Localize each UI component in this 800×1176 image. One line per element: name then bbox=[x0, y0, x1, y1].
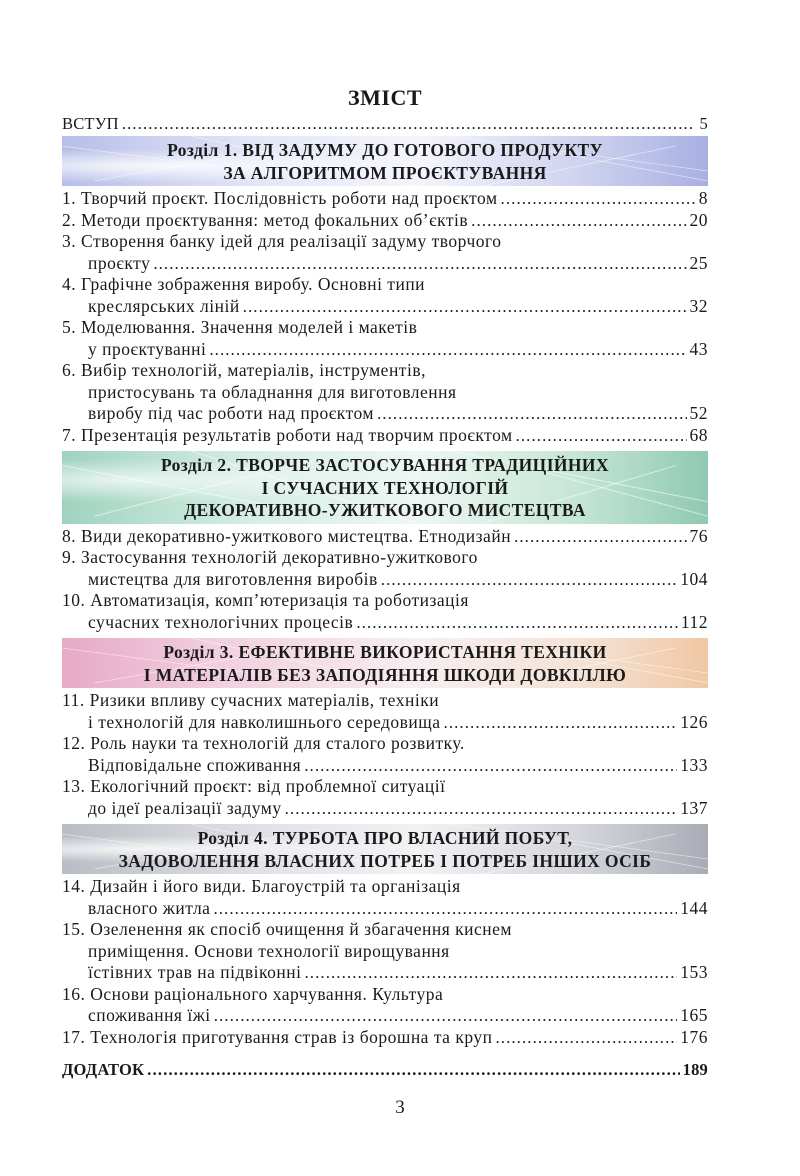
dot-leader bbox=[356, 612, 678, 634]
entry-text: виробу під час роботи над проєктом bbox=[88, 403, 374, 423]
entry-text: і технологій для навколишнього середовища bbox=[88, 711, 441, 732]
entry-line bbox=[62, 733, 708, 755]
toc-entry[interactable] bbox=[62, 526, 708, 548]
entry-text: мистецтва для виготовлення виробів bbox=[88, 568, 378, 589]
section-heading-line: Розділ 2. ТВОРЧЕ ЗАСТОСУВАННЯ ТРАДИЦІЙНИХ bbox=[161, 455, 609, 475]
entry-line bbox=[62, 798, 708, 820]
section-heading-line: ЗАДОВОЛЕННЯ ВЛАСНИХ ПОТРЕБ І ПОТРЕБ ІНШИХ ОСІБ bbox=[118, 850, 652, 871]
toc-entry[interactable] bbox=[62, 317, 708, 360]
entry-page-number: 126 bbox=[680, 711, 708, 732]
entry-page-number: 20 bbox=[689, 209, 708, 230]
entry-page-number: 176 bbox=[680, 1026, 708, 1047]
toc-entry[interactable] bbox=[62, 984, 708, 1027]
entry-text: у проєктуванні bbox=[88, 338, 207, 359]
dot-leader bbox=[147, 1058, 679, 1082]
entry-line bbox=[62, 984, 708, 1006]
entry-text: 4. Графічне зображення виробу. Основні типи bbox=[62, 274, 426, 294]
entry-line bbox=[62, 403, 708, 425]
entry-page-number: 43 bbox=[689, 338, 708, 359]
dot-leader bbox=[209, 339, 686, 361]
entry-text: 1. Творчий проєкт. Послідовність роботи над проєктом bbox=[62, 188, 498, 208]
section-heading-line: Розділ 4. ТУРБОТА ПРО ВЛАСНИЙ ПОБУТ, bbox=[197, 828, 573, 848]
entry-page-number: 133 bbox=[680, 754, 708, 775]
dot-leader bbox=[214, 1005, 678, 1027]
entry-text: 13. Екологічний проєкт: від проблемної ситуації bbox=[62, 776, 446, 796]
entry-page-number: 104 bbox=[680, 568, 708, 589]
table-of-contents bbox=[62, 84, 708, 1082]
section-heading-banner[interactable] bbox=[62, 451, 708, 524]
section-heading-banner[interactable] bbox=[62, 136, 708, 186]
toc-entry[interactable] bbox=[62, 231, 708, 274]
entry-page-number: 25 bbox=[689, 252, 708, 273]
entry-text: приміщення. Основи технології вирощування bbox=[88, 940, 450, 961]
toc-entry[interactable] bbox=[62, 360, 708, 425]
entry-text: їстівних трав на підвіконні bbox=[88, 962, 302, 982]
entry-page-number: 52 bbox=[689, 403, 708, 423]
entry-text: 11. Ризики впливу сучасних матеріалів, техніки bbox=[62, 690, 440, 710]
entry-text: проєкту bbox=[88, 252, 151, 273]
dot-leader bbox=[501, 188, 696, 210]
entry-text: 3. Створення банку ідей для реалізації задуму творчого bbox=[62, 231, 502, 251]
entry-text: 6. Вибір технологій, матеріалів, інструментів, bbox=[62, 360, 426, 380]
entry-text: 9. Застосування технологій декоративно-ужиткового bbox=[62, 547, 478, 567]
dot-leader bbox=[285, 798, 678, 820]
entry-text: 16. Основи раціонального харчування. Культура bbox=[62, 983, 444, 1004]
entry-line bbox=[62, 690, 708, 712]
entry-line bbox=[62, 188, 708, 210]
dot-leader bbox=[213, 898, 677, 920]
entry-text: до ідеї реалізації задуму bbox=[88, 797, 282, 818]
toc-entry[interactable] bbox=[62, 547, 708, 590]
entry-page-number: 32 bbox=[689, 295, 708, 316]
entry-line bbox=[62, 712, 708, 734]
dot-leader bbox=[444, 712, 678, 734]
dot-leader bbox=[516, 425, 687, 447]
toc-entry[interactable] bbox=[62, 776, 708, 819]
entry-text: 14. Дизайн і його види. Благоустрій та організація bbox=[62, 876, 461, 896]
entry-text: власного житла bbox=[88, 897, 211, 918]
entry-line bbox=[62, 360, 708, 382]
entry-text: 10. Автоматизація, комп’ютеризація та роботизація bbox=[62, 590, 469, 610]
entry-text: споживання їжі bbox=[88, 1005, 211, 1025]
toc-title: ЗМІСТ bbox=[348, 85, 422, 110]
entry-page-number: 189 bbox=[682, 1060, 708, 1079]
section-heading-line: І СУЧАСНИХ ТЕХНОЛОГІЙ bbox=[261, 477, 509, 498]
toc-entry[interactable] bbox=[62, 690, 708, 733]
entry-line bbox=[62, 1027, 708, 1049]
page-number: 3 bbox=[395, 1097, 405, 1118]
entry-line bbox=[62, 526, 708, 548]
dot-leader bbox=[471, 210, 686, 232]
entry-text: 15. Озеленення як спосіб очищення й збагачення киснем bbox=[62, 919, 513, 939]
section-heading-line: Розділ 3. ЕФЕКТИВНЕ ВИКОРИСТАННЯ ТЕХНІКИ bbox=[163, 642, 607, 662]
entry-line bbox=[62, 1005, 708, 1027]
entry-page-number: 112 bbox=[680, 611, 708, 632]
dot-leader bbox=[243, 296, 687, 318]
entry-text: 17. Технологія приготування страв із борошна та круп bbox=[62, 1026, 493, 1047]
entry-text: 5. Моделювання. Значення моделей і макетів bbox=[62, 317, 418, 337]
section-heading-banner[interactable] bbox=[62, 824, 708, 874]
entry-line bbox=[62, 755, 708, 777]
entry-page-number: 165 bbox=[680, 1005, 708, 1025]
entry-line bbox=[62, 962, 708, 984]
toc-sections bbox=[62, 136, 708, 1048]
entry-line bbox=[62, 941, 708, 963]
section-heading-line: ЗА АЛГОРИТМОМ ПРОЄКТУВАННЯ bbox=[223, 162, 547, 183]
entry-page-number: 144 bbox=[680, 897, 708, 918]
entry-text: сучасних технологічних процесів bbox=[88, 611, 354, 632]
entry-line bbox=[62, 612, 708, 634]
entry-text: Відповідальне споживання bbox=[88, 754, 302, 775]
entry-label: ДОДАТОК bbox=[62, 1060, 145, 1079]
entry-line bbox=[62, 590, 708, 612]
entry-text: 8. Види декоративно-ужиткового мистецтва. Етнодизайн bbox=[62, 525, 512, 546]
dot-leader bbox=[495, 1027, 677, 1049]
entry-line bbox=[62, 547, 708, 569]
toc-entry[interactable] bbox=[62, 425, 708, 447]
entry-line bbox=[62, 569, 708, 591]
toc-entry[interactable] bbox=[62, 188, 708, 210]
section-heading-line: І МАТЕРІАЛІВ БЕЗ ЗАПОДІЯННЯ ШКОДИ ДОВКІЛЛЮ bbox=[143, 664, 627, 685]
entry-line bbox=[62, 317, 708, 339]
dot-leader bbox=[122, 112, 697, 136]
dot-leader bbox=[305, 962, 678, 984]
toc-entry[interactable] bbox=[62, 210, 708, 232]
entry-page-number: 153 bbox=[680, 962, 708, 982]
entry-line bbox=[62, 776, 708, 798]
dot-leader bbox=[304, 755, 677, 777]
entry-line bbox=[62, 382, 708, 404]
entry-line bbox=[62, 876, 708, 898]
dot-leader bbox=[514, 526, 686, 548]
section-heading-line: ДЕКОРАТИВНО-УЖИТКОВОГО МИСТЕЦТВА bbox=[184, 500, 586, 520]
entry-text: креслярських ліній bbox=[88, 295, 240, 316]
entry-line bbox=[62, 898, 708, 920]
entry-line bbox=[62, 339, 708, 361]
entry-page-number: 137 bbox=[680, 797, 708, 818]
toc-entry-intro[interactable] bbox=[62, 112, 708, 136]
entry-line bbox=[62, 210, 708, 232]
dot-leader bbox=[377, 403, 687, 425]
entry-text: 7. Презентація результатів роботи над творчим проєктом bbox=[62, 424, 513, 445]
entry-text: 12. Роль науки та технологій для сталого розвитку. bbox=[62, 733, 465, 753]
entry-page-number: 76 bbox=[689, 525, 708, 546]
entry-line bbox=[62, 274, 708, 296]
toc-entry[interactable] bbox=[62, 919, 708, 984]
entry-line bbox=[62, 231, 708, 253]
entry-page-number: 68 bbox=[689, 424, 708, 445]
toc-entry[interactable] bbox=[62, 1027, 708, 1049]
dot-leader bbox=[153, 253, 686, 275]
entry-page-number: 5 bbox=[699, 114, 708, 133]
entry-line bbox=[62, 253, 708, 275]
entry-line bbox=[62, 296, 708, 318]
entry-line bbox=[62, 425, 708, 447]
toc-entry[interactable] bbox=[62, 876, 708, 919]
entry-label: ВСТУП bbox=[62, 114, 119, 133]
section-heading-line: Розділ 1. ВІД ЗАДУМУ ДО ГОТОВОГО ПРОДУКТУ bbox=[167, 140, 603, 160]
entry-page-number: 8 bbox=[698, 188, 708, 208]
toc-entry[interactable] bbox=[62, 733, 708, 776]
entry-line bbox=[62, 919, 708, 941]
section-heading-banner[interactable] bbox=[62, 638, 708, 688]
dot-leader bbox=[381, 569, 677, 591]
entry-text: пристосувань та обладнання для виготовлення bbox=[88, 381, 457, 402]
entry-text: 2. Методи проєктування: метод фокальних об’єктів bbox=[62, 209, 469, 230]
toc-entry[interactable] bbox=[62, 274, 708, 317]
toc-entry-appendix[interactable] bbox=[62, 1058, 708, 1082]
toc-entry[interactable] bbox=[62, 590, 708, 633]
